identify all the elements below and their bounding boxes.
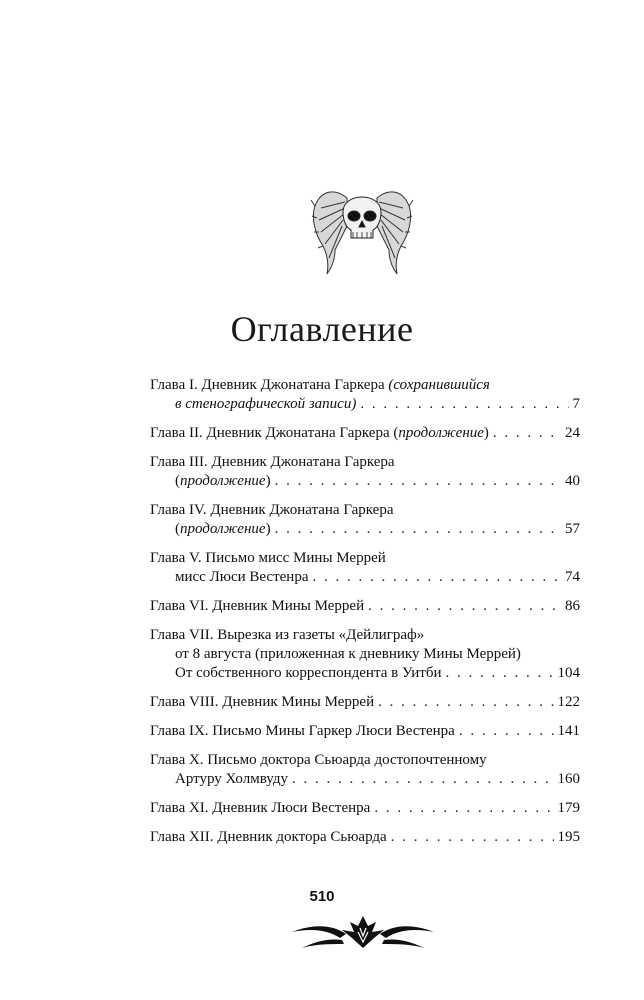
toc-entry bbox=[150, 693, 580, 712]
dot-leader bbox=[292, 770, 554, 789]
page-title: Оглавление bbox=[230, 309, 414, 349]
toc-page-number: 141 bbox=[557, 723, 580, 739]
toc-line bbox=[150, 501, 580, 520]
dot-leader bbox=[360, 395, 568, 414]
toc-entry-text: Глава VIII. Дневник Мины Меррей bbox=[150, 694, 375, 710]
toc-entry-text: От собственного корреспондента в Уитби bbox=[175, 665, 442, 681]
dot-leader bbox=[313, 568, 562, 587]
table-of-contents bbox=[150, 376, 580, 857]
dot-leader bbox=[275, 472, 561, 491]
toc-entry-text: Глава V. Письмо мисс Мины Меррей bbox=[150, 550, 386, 566]
dot-leader bbox=[275, 520, 561, 539]
dot-leader bbox=[378, 693, 553, 712]
toc-entry-text: Глава I. Дневник Джонатана Гаркера (сохранившийся bbox=[150, 377, 490, 393]
winged-skull-icon bbox=[307, 178, 417, 278]
toc-entry-text: (продолжение) bbox=[175, 473, 271, 489]
toc-entry bbox=[150, 597, 580, 616]
toc-line bbox=[150, 520, 580, 539]
toc-line bbox=[150, 799, 580, 818]
toc-entry bbox=[150, 751, 580, 789]
toc-entry-text: Глава VI. Дневник Мины Меррей bbox=[150, 598, 365, 614]
toc-entry bbox=[150, 828, 580, 847]
toc-entry-text: от 8 августа (приложенная к дневнику Мины Меррей) bbox=[175, 646, 521, 662]
toc-entry bbox=[150, 453, 580, 491]
toc-entry bbox=[150, 376, 580, 414]
dot-leader bbox=[459, 722, 554, 741]
toc-entry bbox=[150, 722, 580, 741]
toc-page-number: 24 bbox=[565, 425, 580, 441]
toc-page-number: 160 bbox=[557, 771, 580, 787]
toc-entry bbox=[150, 626, 580, 683]
toc-entry-text: (продолжение) bbox=[175, 521, 271, 537]
toc-line bbox=[150, 472, 580, 491]
toc-page-number: 86 bbox=[565, 598, 580, 614]
toc-entry-text: мисс Люси Вестенра bbox=[175, 569, 309, 585]
toc-line bbox=[150, 770, 580, 789]
toc-entry-text: Глава IV. Дневник Джонатана Гаркера bbox=[150, 502, 394, 518]
toc-line bbox=[150, 626, 580, 645]
toc-entry-text: Артуру Холмвуду bbox=[175, 771, 288, 787]
toc-line bbox=[150, 453, 580, 472]
toc-line bbox=[150, 722, 580, 741]
toc-entry bbox=[150, 424, 580, 443]
toc-entry-text: Глава XII. Дневник доктора Сьюарда bbox=[150, 829, 387, 845]
toc-line bbox=[150, 549, 580, 568]
toc-entry-text: Глава XI. Дневник Люси Вестенра bbox=[150, 800, 371, 816]
toc-entry-text: Глава IX. Письмо Мины Гаркер Люси Вестенра bbox=[150, 723, 455, 739]
toc-entry-text: Глава III. Дневник Джонатана Гаркера bbox=[150, 454, 395, 470]
dot-leader bbox=[493, 424, 561, 443]
toc-line bbox=[150, 664, 580, 683]
dot-leader bbox=[391, 828, 554, 847]
tribal-ornament-icon bbox=[288, 912, 438, 952]
toc-page-number: 122 bbox=[557, 694, 580, 710]
toc-page-number: 74 bbox=[565, 569, 580, 585]
toc-line bbox=[150, 828, 580, 847]
toc-page-number: 40 bbox=[565, 473, 580, 489]
toc-line bbox=[150, 597, 580, 616]
toc-entry-text: в стенографической записи) bbox=[175, 396, 357, 412]
toc-entry bbox=[150, 799, 580, 818]
toc-page-number: 7 bbox=[572, 396, 580, 412]
toc-line bbox=[150, 645, 580, 664]
toc-line bbox=[150, 424, 580, 443]
dot-leader bbox=[368, 597, 561, 616]
toc-page-number: 195 bbox=[557, 829, 580, 845]
toc-line bbox=[150, 395, 580, 414]
dot-leader bbox=[445, 664, 553, 683]
toc-line bbox=[150, 693, 580, 712]
toc-entry-text: Глава X. Письмо доктора Сьюарда достопочтенному bbox=[150, 752, 487, 768]
toc-page-number: 104 bbox=[557, 665, 580, 681]
toc-line bbox=[150, 376, 580, 395]
toc-entry bbox=[150, 549, 580, 587]
toc-page-number: 179 bbox=[557, 800, 580, 816]
toc-line bbox=[150, 751, 580, 770]
page-number: 510 bbox=[309, 888, 335, 905]
dot-leader bbox=[374, 799, 553, 818]
toc-page-number: 57 bbox=[565, 521, 580, 537]
toc-entry bbox=[150, 501, 580, 539]
toc-entry-text: Глава II. Дневник Джонатана Гаркера (продолжение) bbox=[150, 425, 489, 441]
toc-line bbox=[150, 568, 580, 587]
toc-entry-text: Глава VII. Вырезка из газеты «Дейлиграф» bbox=[150, 627, 425, 643]
